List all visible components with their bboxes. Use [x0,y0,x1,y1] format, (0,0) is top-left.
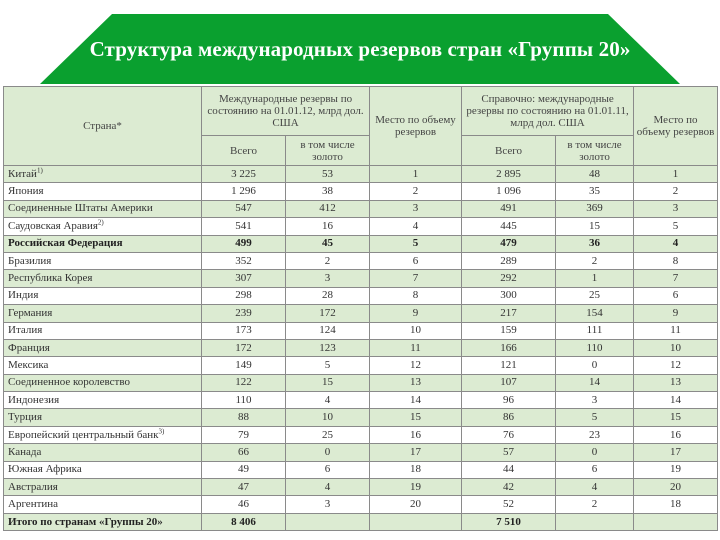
cell-reference-rank: 8 [634,252,718,269]
country-name: Италия [8,324,43,337]
cell-reference-total: 159 [462,322,556,339]
table-row [4,218,718,235]
table-row [4,426,718,443]
country-name: Южная Африка [8,463,82,476]
cell-reserves-total: 307 [202,270,286,287]
cell-rank: 9 [370,305,462,322]
table-row [4,496,718,513]
cell-reserves-gold: 3 [286,496,370,513]
cell-country [4,252,202,269]
header-rank: Место по объему резервов [370,87,462,166]
cell-rank: 13 [370,374,462,391]
cell-reference-gold: 15 [556,218,634,235]
cell-reserves-gold: 124 [286,322,370,339]
cell-reference-rank: 9 [634,305,718,322]
cell-country [4,409,202,426]
cell-rank: 14 [370,392,462,409]
totals-cell-reference-gold [556,513,634,530]
cell-country [4,496,202,513]
table-row [4,166,718,183]
cell-reference-rank: 3 [634,200,718,217]
cell-reserves-gold: 38 [286,183,370,200]
cell-country [4,444,202,461]
table-row [4,200,718,217]
reserves-table [3,86,718,531]
cell-rank: 2 [370,183,462,200]
cell-reserves-gold: 123 [286,339,370,356]
cell-reference-gold: 110 [556,339,634,356]
cell-reference-rank: 1 [634,166,718,183]
table-body [4,166,718,531]
cell-country [4,479,202,496]
cell-reserves-total: 352 [202,252,286,269]
cell-reserves-gold: 16 [286,218,370,235]
cell-reserves-gold: 3 [286,270,370,287]
cell-country [4,287,202,304]
footnote-marker: 1) [36,166,43,175]
country-name: Саудовская Аравия [8,219,98,232]
cell-rank: 6 [370,252,462,269]
cell-reserves-gold: 15 [286,374,370,391]
country-name: Индонезия [8,393,60,406]
title-banner [0,14,720,84]
cell-reference-rank: 7 [634,270,718,287]
table-row [4,322,718,339]
cell-country [4,270,202,287]
country-name: Соединенное королевство [8,376,130,389]
cell-reference-total: 292 [462,270,556,287]
cell-reserves-total: 46 [202,496,286,513]
cell-reserves-gold: 10 [286,409,370,426]
cell-reserves-total: 172 [202,339,286,356]
cell-reference-total: 42 [462,479,556,496]
header-reference-rank: Место по объему резервов [634,87,718,166]
cell-reserves-gold: 25 [286,426,370,443]
cell-reference-total: 96 [462,392,556,409]
cell-reserves-total: 499 [202,235,286,252]
country-name: Аргентина [8,498,59,511]
cell-reference-rank: 13 [634,374,718,391]
footnote-marker: 2) [97,218,104,227]
header-reference-total: Всего [462,136,556,166]
cell-reference-total: 479 [462,235,556,252]
country-name: Китай [8,167,37,180]
cell-reference-gold: 2 [556,496,634,513]
cell-reserves-total: 547 [202,200,286,217]
cell-rank: 20 [370,496,462,513]
cell-reference-total: 57 [462,444,556,461]
cell-country [4,426,202,443]
cell-country [4,461,202,478]
country-name: Мексика [8,358,49,371]
cell-rank: 8 [370,287,462,304]
cell-reference-total: 44 [462,461,556,478]
country-name: Европейский центральный банк [8,428,159,441]
cell-rank: 5 [370,235,462,252]
cell-rank: 19 [370,479,462,496]
country-name: Индия [8,289,39,302]
cell-reserves-gold: 4 [286,479,370,496]
cell-reserves-gold: 53 [286,166,370,183]
cell-reference-gold: 2 [556,252,634,269]
cell-reference-total: 107 [462,374,556,391]
cell-reference-gold: 4 [556,479,634,496]
cell-reserves-gold: 28 [286,287,370,304]
cell-reserves-gold: 2 [286,252,370,269]
cell-reserves-gold: 172 [286,305,370,322]
table-row [4,392,718,409]
cell-reference-gold: 111 [556,322,634,339]
cell-reference-total: 76 [462,426,556,443]
header-reference-group: Справочно: международные резервы по состоянию на 01.01.11, млрд дол. США [462,87,634,136]
cell-reserves-gold: 45 [286,235,370,252]
cell-reserves-total: 110 [202,392,286,409]
table-row [4,444,718,461]
cell-reference-gold: 1 [556,270,634,287]
totals-label: Итого по странам «Группы 20» [4,513,202,530]
cell-reserves-gold: 412 [286,200,370,217]
cell-reference-rank: 18 [634,496,718,513]
totals-cell-reference-total: 7 510 [462,513,556,530]
cell-reference-total: 217 [462,305,556,322]
cell-reference-gold: 369 [556,200,634,217]
table-row [4,479,718,496]
country-name: Франция [8,341,50,354]
cell-reference-total: 86 [462,409,556,426]
cell-reference-gold: 0 [556,357,634,374]
cell-country [4,322,202,339]
country-name: Япония [8,185,44,198]
cell-reference-rank: 14 [634,392,718,409]
cell-rank: 10 [370,322,462,339]
cell-reserves-gold: 6 [286,461,370,478]
cell-reserves-total: 66 [202,444,286,461]
country-name: Республика Корея [8,272,93,285]
cell-country [4,183,202,200]
cell-reference-gold: 5 [556,409,634,426]
cell-rank: 18 [370,461,462,478]
cell-reserves-total: 3 225 [202,166,286,183]
totals-row [4,513,718,530]
table-row [4,287,718,304]
reserves-table-container [3,86,717,531]
totals-cell-rank [370,513,462,530]
cell-reference-total: 1 096 [462,183,556,200]
country-name: Канада [8,445,42,458]
cell-rank: 4 [370,218,462,235]
cell-reserves-total: 88 [202,409,286,426]
cell-reserves-total: 79 [202,426,286,443]
cell-rank: 7 [370,270,462,287]
cell-reference-total: 445 [462,218,556,235]
table-row [4,409,718,426]
cell-reserves-total: 541 [202,218,286,235]
table-row [4,374,718,391]
table-row [4,339,718,356]
cell-reserves-total: 298 [202,287,286,304]
cell-reserves-total: 49 [202,461,286,478]
cell-reference-gold: 14 [556,374,634,391]
cell-reference-rank: 19 [634,461,718,478]
cell-reference-total: 491 [462,200,556,217]
page-title: Структура международных резервов стран «Группы 20» [89,36,631,61]
header-country: Страна* [4,87,202,166]
cell-rank: 11 [370,339,462,356]
cell-rank: 17 [370,444,462,461]
cell-rank: 3 [370,200,462,217]
cell-reference-rank: 4 [634,235,718,252]
cell-reference-rank: 15 [634,409,718,426]
table-row [4,252,718,269]
cell-reference-gold: 0 [556,444,634,461]
cell-reference-gold: 23 [556,426,634,443]
country-name: Бразилия [8,254,52,267]
cell-reserves-total: 173 [202,322,286,339]
cell-reference-total: 166 [462,339,556,356]
cell-reserves-total: 149 [202,357,286,374]
footnote-marker: 3) [158,426,165,435]
table-row [4,357,718,374]
totals-cell-reserves-total: 8 406 [202,513,286,530]
cell-country [4,357,202,374]
header-reference-gold: в том числе золото [556,136,634,166]
cell-reference-gold: 25 [556,287,634,304]
cell-rank: 12 [370,357,462,374]
country-name: Австралия [8,480,58,493]
cell-reserves-total: 1 296 [202,183,286,200]
header-reserves-total: Всего [202,136,286,166]
country-name: Российская Федерация [8,237,123,250]
cell-reference-gold: 35 [556,183,634,200]
table-row [4,235,718,252]
cell-reference-rank: 6 [634,287,718,304]
cell-country [4,374,202,391]
cell-reference-rank: 10 [634,339,718,356]
country-name: Соединенные Штаты Америки [8,202,153,215]
cell-rank: 15 [370,409,462,426]
table-row [4,461,718,478]
cell-reference-gold: 3 [556,392,634,409]
cell-reference-rank: 5 [634,218,718,235]
cell-reference-gold: 6 [556,461,634,478]
cell-reference-total: 52 [462,496,556,513]
cell-reference-rank: 20 [634,479,718,496]
cell-country [4,305,202,322]
country-name: Германия [8,306,53,319]
header-reserves-gold: в том числе золото [286,136,370,166]
cell-reference-rank: 17 [634,444,718,461]
totals-cell-reserves-gold [286,513,370,530]
cell-reference-total: 289 [462,252,556,269]
cell-reference-gold: 154 [556,305,634,322]
cell-reserves-gold: 4 [286,392,370,409]
totals-cell-reference-rank [634,513,718,530]
cell-country [4,392,202,409]
cell-reference-rank: 11 [634,322,718,339]
cell-country [4,339,202,356]
cell-reserves-total: 122 [202,374,286,391]
cell-reference-total: 121 [462,357,556,374]
table-row [4,270,718,287]
cell-reference-gold: 36 [556,235,634,252]
country-name: Турция [8,411,43,424]
cell-country [4,218,202,235]
cell-rank: 1 [370,166,462,183]
cell-reserves-total: 239 [202,305,286,322]
cell-reserves-total: 47 [202,479,286,496]
header-reserves-group: Международные резервы по состоянию на 01.01.12, млрд дол. США [202,87,370,136]
cell-country [4,166,202,183]
cell-reserves-gold: 5 [286,357,370,374]
cell-rank: 16 [370,426,462,443]
cell-reference-total: 300 [462,287,556,304]
cell-reference-total: 2 895 [462,166,556,183]
cell-reference-rank: 16 [634,426,718,443]
cell-reference-gold: 48 [556,166,634,183]
cell-reference-rank: 12 [634,357,718,374]
cell-country [4,200,202,217]
cell-reserves-gold: 0 [286,444,370,461]
table-row [4,183,718,200]
table-row [4,305,718,322]
cell-reference-rank: 2 [634,183,718,200]
cell-country [4,235,202,252]
